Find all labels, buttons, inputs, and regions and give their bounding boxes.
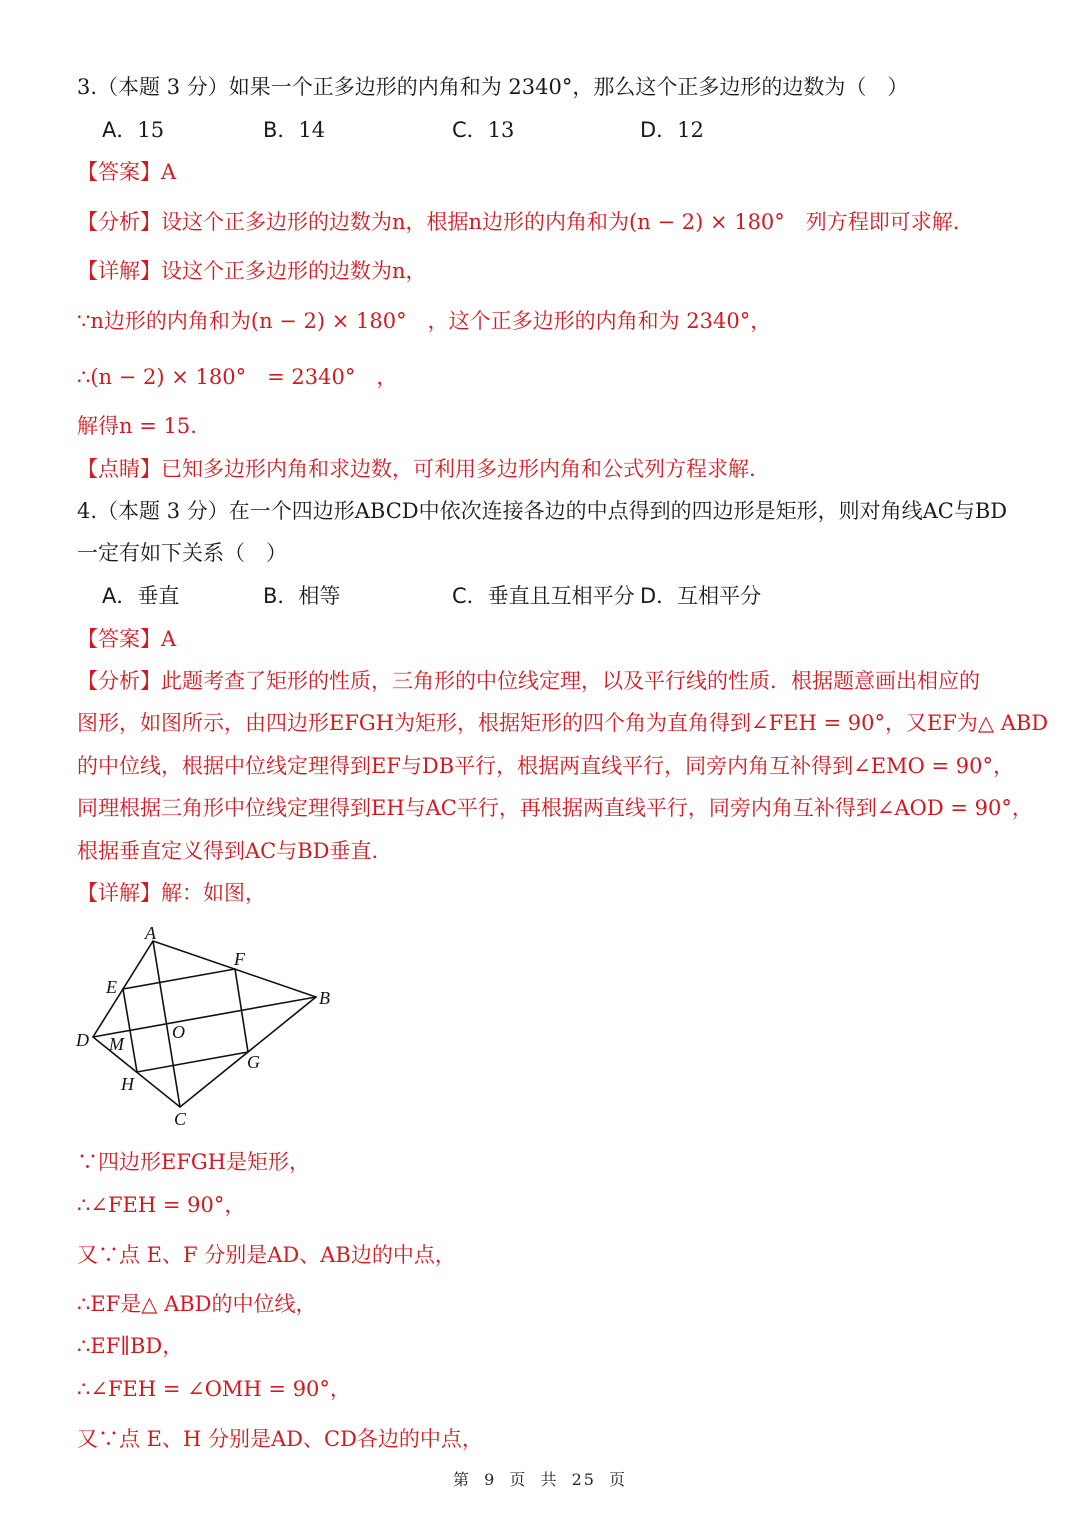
q4-proof-line: ∴EF∥BD， [77,1334,184,1358]
q3-detail-line: ∴(n − 2) × 180° = 2340° ， [77,365,398,389]
footer-ye: 页 [509,1470,528,1489]
q4-option-d: D．互相平分 [640,584,762,608]
q4-option-c: C．垂直且互相平分 [452,584,635,608]
q4-proof-line: ∵四边形EFGH是矩形， [77,1150,310,1174]
footer-total-pages: 25 [571,1470,596,1489]
diagonal-bd [93,997,316,1037]
footer-gong: 共 [540,1470,559,1489]
page-footer [0,1467,1080,1490]
vertex-label-d: D [76,1030,89,1050]
q3-detail-line: ∵n边形的内角和为(n − 2) × 180° ，这个正多边形的内角和为 2340°， [77,309,772,333]
quadrilateral-figure [70,918,350,1133]
q4-option-a: A．垂直 [102,584,180,608]
vertex-label-h: H [121,1074,134,1094]
q3-tip: 【点睛】已知多边形内角和求边数，可利用多边形内角和公式列方程求解. [77,457,756,481]
q4-proof-line: 又∵点 E、F 分别是AD、AB边的中点， [77,1243,456,1267]
q3-option-d: D．12 [640,118,704,142]
q3-option-b: B．14 [263,118,326,142]
q4-answer: 【答案】A [77,627,177,651]
q3-stem: 3.（本题 3 分）如果一个正多边形的内角和为 2340°，那么这个正多边形的边数为（ ） [77,75,909,99]
q3-analysis: 【分析】设这个正多边形的边数为n，根据n边形的内角和为(n − 2) × 180° 列方程即可求解. [77,210,960,234]
q4-proof-line: ∴∠FEH = ∠OMH = 90°， [77,1377,351,1401]
vertex-label-b: B [319,988,330,1008]
q4-detail-head: 【详解】解：如图， [77,881,266,905]
footer-ye: 页 [609,1470,628,1489]
q4-analysis-line: 【分析】此题考查了矩形的性质，三角形的中位线定理，以及平行线的性质．根据题意画出相应的 [77,669,980,693]
footer-page-number: 9 [484,1470,497,1489]
q4-stem-line2: 一定有如下关系（ ） [77,541,287,565]
vertex-label-e: E [106,977,117,997]
q3-option-a: A．15 [102,118,165,142]
q4-proof-line: ∴EF是△ ABD的中位线， [77,1292,317,1316]
q4-analysis-line: 根据垂直定义得到AC与BD垂直. [77,839,379,863]
q3-option-c: C．13 [452,118,515,142]
vertex-label-a: A [145,923,156,943]
q4-analysis-line: 图形，如图所示，由四边形EFGH为矩形，根据矩形的四个角为直角得到∠FEH = 90°，又EF为△ ABD [77,711,1049,735]
q4-analysis-line: 同理根据三角形中位线定理得到EH与AC平行，再根据两直线平行，同旁内角互补得到∠AOD = 90°， [77,796,1033,820]
vertex-label-o: O [172,1022,185,1042]
vertex-label-g: G [247,1052,260,1072]
q4-proof-line: 又∵点 E、H 分别是AD、CD各边的中点， [77,1427,483,1451]
q3-detail-line: 【详解】设这个正多边形的边数为n， [77,259,427,283]
vertex-label-c: C [174,1109,187,1129]
q4-option-b: B．相等 [263,584,341,608]
vertex-label-f: F [234,949,245,969]
q4-proof-line: ∴∠FEH = 90°， [77,1193,246,1217]
q4-analysis-line: 的中位线，根据中位线定理得到EF与DB平行，根据两直线平行，同旁内角互补得到∠EMO = 90°， [77,754,1014,778]
q4-stem-line1: 4.（本题 3 分）在一个四边形ABCD中依次连接各边的中点得到的四边形是矩形，则对角线AC与BD [77,499,1008,523]
footer-di: 第 [452,1470,471,1489]
vertex-label-m: M [109,1034,124,1054]
q3-answer: 【答案】A [77,160,177,184]
q3-detail-line: 解得n = 15. [77,414,197,438]
